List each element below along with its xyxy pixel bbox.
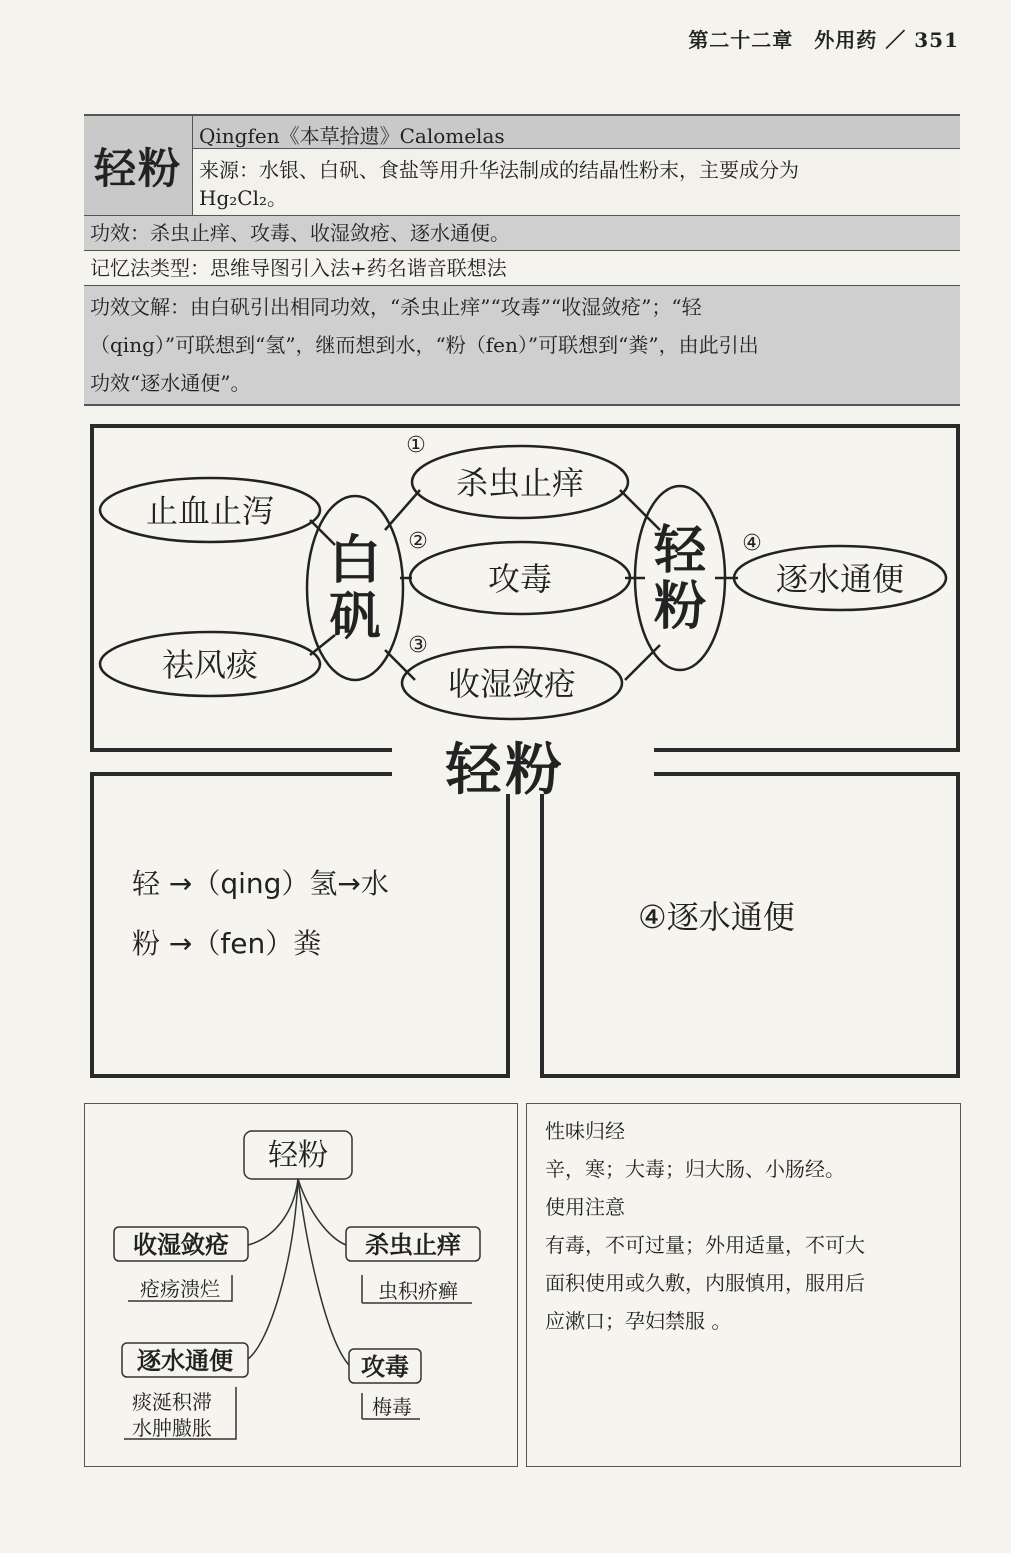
center-right-char-2: 粉: [653, 577, 707, 637]
summary-branch-1: 收湿敛疮: [133, 1231, 229, 1259]
num-2: ②: [408, 529, 428, 554]
summary-root: 轻粉: [268, 1138, 328, 1173]
num-1: ①: [406, 433, 426, 458]
association-result: ④逐水通便: [638, 898, 795, 936]
summary-map-diagram: [84, 1103, 518, 1467]
mindmap-diagram: [0, 0, 1011, 760]
summary-branch-4-sub: 梅毒: [372, 1395, 412, 1419]
left-1-label: 止血止泻: [145, 492, 275, 530]
source-line-1: 来源：水银、白矾、食盐等用升华法制成的结晶性粉末，主要成分为: [199, 158, 799, 182]
source-line-2: Hg₂Cl₂。: [199, 186, 287, 210]
properties-text-2c: 应漱口；孕妇禁服 。: [545, 1309, 732, 1333]
num-3: ③: [408, 633, 428, 658]
summary-branch-3-sub-1: 痰涎积滞: [132, 1390, 212, 1414]
drug-name: 轻粉: [84, 116, 193, 215]
association-line-1: 轻 →（qing）氢→水: [132, 867, 389, 900]
explanation-line-1: 功效文解：由白矾引出相同功效，“杀虫止痒”“攻毒”“收湿敛疮”；“轻: [90, 295, 702, 319]
summary-branch-2: 杀虫止痒: [365, 1231, 461, 1259]
mid-1-label: 杀虫止痒: [455, 464, 585, 502]
summary-branch-3-sub-2: 水肿臌胀: [132, 1416, 212, 1440]
properties-text-2b: 面积使用或久敷，内服慎用，服用后: [545, 1271, 865, 1295]
big-title: 轻粉: [445, 738, 566, 803]
explanation-line-3: 功效“逐水通便”。: [90, 371, 251, 395]
summary-branch-2-sub: 虫积疥癣: [378, 1279, 458, 1303]
properties-text-1: 辛，寒；大毒；归大肠、小肠经。: [545, 1157, 845, 1181]
right-1-label: 逐水通便: [775, 560, 905, 598]
left-2-label: 祛风痰: [161, 646, 259, 684]
summary-branch-4: 攻毒: [361, 1353, 409, 1381]
memory-type-row: 记忆法类型：思维导图引入法+药名谐音联想法: [84, 251, 960, 286]
properties-panel: [526, 1103, 961, 1467]
properties-heading-1: 性味归经: [545, 1119, 625, 1143]
efficacy-row: 功效：杀虫止痒、攻毒、收湿敛疮、逐水通便。: [84, 216, 960, 251]
latin-name: Qingfen《本草拾遗》Calomelas: [193, 116, 960, 149]
association-line-2: 粉 →（fen）粪: [132, 927, 322, 960]
mid-3-label: 收湿敛疮: [447, 665, 577, 703]
running-head: 第二十二章 外用药 ／ 351: [688, 28, 959, 52]
center-left-char-1: 白: [328, 531, 382, 591]
mid-2-label: 攻毒: [487, 560, 553, 598]
properties-text-2a: 有毒，不可过量；外用适量，不可大: [545, 1233, 865, 1257]
properties-heading-2: 使用注意: [545, 1195, 625, 1219]
summary-branch-3: 逐水通便: [137, 1347, 233, 1375]
center-right-char-1: 轻: [653, 521, 707, 581]
explanation-line-2: （qing）”可联想到“氢”，继而想到水，“粉（fen）”可联想到“粪”，由此引出: [90, 333, 759, 357]
center-left-char-2: 矾: [328, 587, 382, 647]
summary-branch-1-sub: 疮疡溃烂: [140, 1277, 220, 1301]
num-4: ④: [742, 531, 762, 556]
